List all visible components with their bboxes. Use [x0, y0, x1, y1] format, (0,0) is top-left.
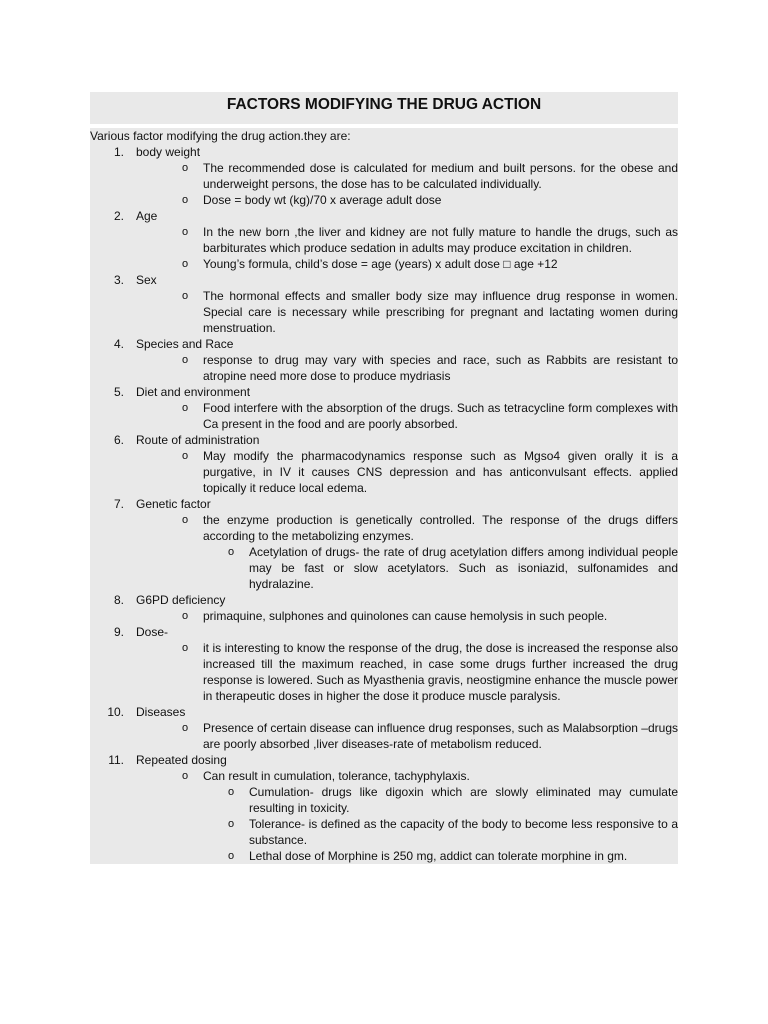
bullet-text: it is interesting to know the response of the drug, the dose is increased the response also increased till the maximum reached, in case some drugs further increased the drug response is lowered. Such as Myasthenia gravis, neostigmine enhance the muscle power in therapeutic doses in higher the dose it produce muscle paralysis.: [203, 641, 678, 703]
factor-section: [90, 272, 678, 336]
factor-number: 5.: [113, 385, 124, 399]
bullet-text: In the new born ,the liver and kidney are not fully mature to handle the drugs, such as barbiturates which produce sedation in adults may produce excitation in children.: [203, 225, 678, 255]
bullet-text: The hormonal effects and smaller body size may influence drug response in women. Special care is necessary while prescribing for pregnant and lactating women during menstruation.: [203, 289, 678, 335]
factor-heading-text: Species and Race: [136, 337, 234, 351]
factor-number: 8.: [113, 593, 124, 607]
bullet-item: [90, 512, 678, 544]
bullet-item: [90, 288, 678, 336]
factor-heading-text: Diseases: [136, 705, 186, 719]
factor-section: [90, 432, 678, 496]
factor-heading: [90, 144, 678, 160]
document-page: [90, 92, 678, 864]
bullet-marker-icon: o: [182, 514, 189, 526]
factor-section: [90, 144, 678, 208]
sub-bullet-text: Lethal dose of Morphine is 250 mg, addict can tolerate morphine in gm.: [249, 849, 628, 863]
bullet-marker-icon: o: [182, 610, 189, 622]
factor-section: [90, 624, 678, 704]
factor-number: 2.: [113, 209, 124, 223]
bullet-marker-icon: o: [182, 722, 189, 734]
bullet-marker-icon: o: [182, 226, 189, 238]
sub-bullet-text: Tolerance- is defined as the capacity of the body to become less responsive to a substance.: [249, 817, 678, 847]
factor-heading: [90, 208, 678, 224]
bullet-text: Presence of certain disease can influence drug responses, such as Malabsorption –drugs are poorly absorbed ,liver diseases-rate of metabolism reduced.: [203, 721, 678, 751]
factor-number: 7.: [113, 497, 124, 511]
factor-section: [90, 592, 678, 624]
bullet-item: [90, 352, 678, 384]
factor-heading: [90, 752, 678, 768]
factor-heading-text: body weight: [136, 145, 201, 159]
sub-bullet-text: Cumulation- drugs like digoxin which are slowly eliminated may cumulate resulting in toxicity.: [249, 785, 678, 815]
factor-section: [90, 496, 678, 592]
factor-number: 10.: [107, 705, 124, 719]
factor-number: 3.: [113, 273, 124, 287]
factor-number: 1.: [113, 145, 124, 159]
bullet-text: May modify the pharmacodynamics response such as Mgso4 given orally it is a purgative, in IV it causes CNS depression and has anticonvulsant effects. applied topically it reduce local edema.: [203, 449, 678, 495]
bullet-text: primaquine, sulphones and quinolones can cause hemolysis in such people.: [203, 609, 608, 623]
bullet-text: Dose = body wt (kg)/70 x average adult dose: [203, 193, 442, 207]
bullet-item: [90, 192, 678, 208]
factor-number: 6.: [113, 433, 124, 447]
factor-heading: [90, 624, 678, 640]
factor-heading-text: Genetic factor: [136, 497, 211, 511]
factor-heading: [90, 704, 678, 720]
bullet-marker-icon: o: [182, 402, 189, 414]
sub-bullet-item: [90, 848, 678, 864]
bullet-text: the enzyme production is genetically controlled. The response of the drugs differs according to the metabolizing enzymes.: [203, 513, 678, 543]
bullet-item: [90, 720, 678, 752]
bullet-item: [90, 768, 678, 784]
bullet-text: response to drug may vary with species and race, such as Rabbits are resistant to atropine need more dose to produce mydriasis: [203, 353, 678, 383]
bullet-marker-icon: o: [182, 450, 189, 462]
bullet-marker-icon: o: [182, 162, 189, 174]
factor-heading: [90, 384, 678, 400]
factor-heading: [90, 432, 678, 448]
bullet-marker-icon: o: [182, 354, 189, 366]
factor-heading-text: Route of administration: [136, 433, 260, 447]
intro-text: Various factor modifying the drug action.they are:: [90, 128, 678, 144]
factor-section: [90, 208, 678, 272]
factor-heading: [90, 336, 678, 352]
page-title: FACTORS MODIFYING THE DRUG ACTION: [90, 92, 678, 124]
bullet-marker-icon: o: [182, 642, 189, 654]
factor-section: [90, 336, 678, 384]
bullet-item: [90, 608, 678, 624]
bullet-item: [90, 224, 678, 256]
sub-bullet-item: [90, 544, 678, 592]
bullet-marker-icon: o: [228, 546, 235, 558]
bullet-marker-icon: o: [228, 850, 235, 862]
bullet-item: [90, 448, 678, 496]
bullet-marker-icon: o: [182, 290, 189, 302]
bullet-marker-icon: o: [228, 818, 235, 830]
factor-number: 11.: [108, 753, 124, 767]
bullet-item: [90, 256, 678, 272]
factor-heading-text: Age: [136, 209, 158, 223]
bullet-item: [90, 640, 678, 704]
sub-bullet-item: [90, 784, 678, 816]
bullet-marker-icon: o: [182, 770, 189, 782]
factor-heading-text: Sex: [136, 273, 157, 287]
factor-number: 9.: [113, 625, 124, 639]
factor-heading-text: Diet and environment: [136, 385, 251, 399]
bullet-marker-icon: o: [182, 258, 189, 270]
factor-section: [90, 384, 678, 432]
sub-bullet-text: Acetylation of drugs- the rate of drug acetylation differs among individual people may be fast or slow acetylators. Such as isoniazid, sulfonamides and hydralazine.: [249, 545, 678, 591]
factor-section: [90, 704, 678, 752]
bullet-marker-icon: o: [182, 194, 189, 206]
bullet-item: [90, 400, 678, 432]
factor-number: 4.: [113, 337, 124, 351]
factor-heading: [90, 592, 678, 608]
factor-section: [90, 752, 678, 864]
factor-heading-text: G6PD deficiency: [136, 593, 226, 607]
bullet-marker-icon: o: [228, 786, 235, 798]
factor-heading-text: Dose-: [136, 625, 169, 639]
bullet-text: Food interfere with the absorption of the drugs. Such as tetracycline form complexes with Ca present in the food and are poorly absorbed.: [203, 401, 678, 431]
bullet-text: Can result in cumulation, tolerance, tachyphylaxis.: [203, 769, 470, 783]
bullet-text: The recommended dose is calculated for medium and built persons. for the obese and underweight persons, the dose has to be calculated individually.: [203, 161, 678, 191]
sub-bullet-item: [90, 816, 678, 848]
bullet-item: [90, 160, 678, 192]
factor-heading-text: Repeated dosing: [136, 753, 227, 767]
factor-heading: [90, 272, 678, 288]
factor-list: [90, 144, 678, 864]
factor-heading: [90, 496, 678, 512]
bullet-text: Young’s formula, child’s dose = age (years) x adult dose □ age +12: [203, 257, 558, 271]
